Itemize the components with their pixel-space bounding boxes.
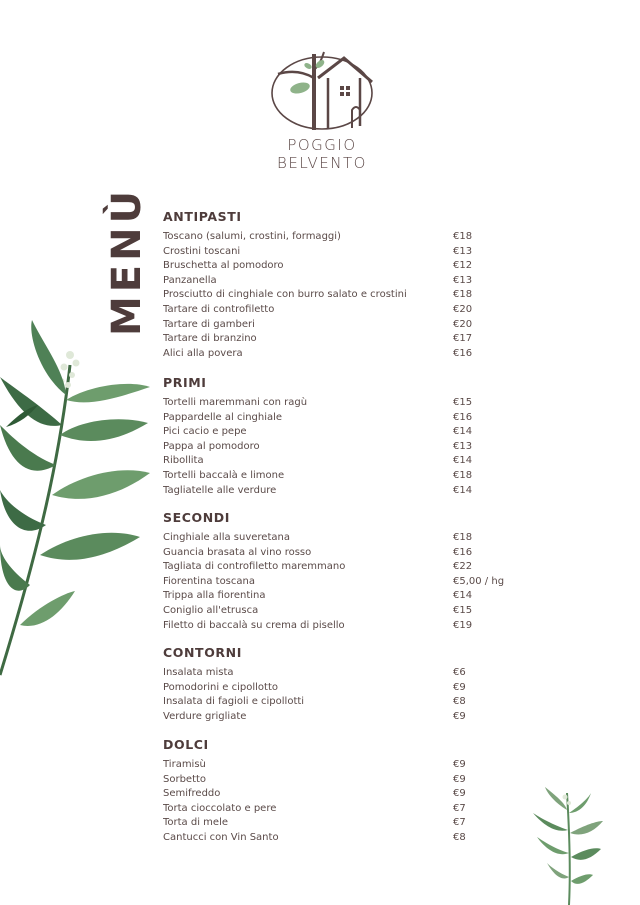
item-name: Tartare di branzino [163,333,257,345]
section-title: DOLCI [163,737,209,752]
item-name: Tartare di gamberi [163,318,255,330]
menu-item [163,575,523,590]
brand-name-line-1: POGGIO [287,136,357,154]
item-price: €20 [453,303,473,315]
item-price: €8 [453,696,466,708]
item-name: Sorbetto [163,773,207,785]
item-price: €22 [453,561,473,573]
menu-item [163,695,523,710]
item-price: €18 [453,469,473,481]
menu-item [163,347,523,362]
item-name: Tagliatelle alle verdure [163,484,277,496]
item-name: Filetto di baccalà su crema di pisello [163,619,345,631]
item-name: Tiramisù [163,759,206,770]
item-price: €7 [453,802,466,814]
item-name: Torta di mele [163,817,228,829]
menu-item [163,546,523,561]
item-name: Tortelli baccalà e limone [163,469,285,481]
item-price: €16 [453,347,473,359]
item-name: Fiorentina toscana [163,575,255,587]
section-title: CONTORNI [163,645,242,660]
section-dolci [163,736,523,846]
section-contorni [163,644,523,724]
item-name: Insalata di fagioli e cipollotti [163,696,305,708]
menu-item [163,531,523,546]
item-price: €16 [453,546,473,558]
item-price: €14 [453,590,473,602]
section-title: PRIMI [163,375,207,390]
item-name: Panzanella [163,274,217,286]
menu-item [163,619,523,634]
item-price: €13 [453,440,473,452]
item-name: Tortelli maremmani con ragù [163,397,308,408]
item-price: €16 [453,411,473,423]
menu-item [163,288,523,303]
menu-item [163,230,523,245]
item-price: €15 [453,604,473,616]
item-price: €13 [453,274,473,286]
menu-item [163,332,523,347]
item-name: Prosciutto di cinghiale con burro salato e crostini [163,289,407,301]
menu-item [163,773,523,788]
menu-item [163,787,523,802]
menu-item [163,816,523,831]
item-price: €12 [453,260,473,272]
item-name: Toscano (salumi, crostini, formaggi) [163,231,341,242]
item-name: Verdure grigliate [163,710,247,722]
section-secondi [163,509,523,633]
item-name: Ribollita [163,455,204,467]
menu-item [163,802,523,817]
brand-name-line-2: BELVENTO [277,154,367,172]
menu-item [163,604,523,619]
item-name: Pici cacio e pepe [163,426,247,438]
item-name: Pappa al pomodoro [163,440,260,452]
section-title: SECONDI [163,510,231,525]
item-price: €13 [453,245,473,257]
menu-item [163,560,523,575]
item-price: €18 [453,231,473,242]
menu-item [163,469,523,484]
menu-item [163,758,523,773]
item-price: €17 [453,333,473,345]
item-price: €20 [453,318,473,330]
menu-item [163,245,523,260]
menu-item [163,589,523,604]
item-price: €19 [453,619,473,631]
item-name: Semifreddo [163,788,221,800]
item-price: €9 [453,773,466,785]
item-price: €5,00 / hg [453,575,505,587]
botanical-branch-right-icon [525,785,605,905]
item-price: €9 [453,759,466,770]
item-name: Tartare di controfiletto [163,303,275,315]
section-title: ANTIPASTI [163,209,242,224]
menu-item [163,440,523,455]
item-price: €18 [453,289,473,301]
item-name: Guancia brasata al vino rosso [163,546,312,558]
item-name: Torta cioccolato e pere [163,802,277,814]
house-tree-logo-icon [268,48,376,134]
menu-item [163,396,523,411]
menu-item [163,318,523,333]
menu-item [163,484,523,499]
item-price: €9 [453,681,466,693]
item-name: Alici alla povera [163,347,243,359]
item-name: Crostini toscani [163,245,241,257]
item-price: €9 [453,710,466,722]
item-price: €15 [453,397,473,408]
botanical-branch-left-icon [0,315,160,685]
item-name: Pappardelle al cinghiale [163,411,283,423]
section-antipasti [163,208,523,361]
menu-vertical-title: MENÙ [104,186,150,336]
item-name: Tagliata di controfiletto maremmano [163,561,346,573]
section-primi [163,374,523,498]
menu-item [163,666,523,681]
item-price: €8 [453,831,466,843]
item-name: Insalata mista [163,667,234,678]
item-price: €9 [453,788,466,800]
menu-item [163,411,523,426]
item-name: Trippa alla fiorentina [163,590,266,602]
item-name: Pomodorini e cipollotto [163,681,279,693]
item-name: Cantucci con Vin Santo [163,831,279,843]
menu-item [163,831,523,846]
menu-item [163,425,523,440]
item-name: Bruschetta al pomodoro [163,260,284,272]
menu-item [163,454,523,469]
menu-item [163,681,523,696]
menu-item [163,274,523,289]
menu-item [163,259,523,274]
item-price: €6 [453,667,466,678]
item-name: Cinghiale alla suveretana [163,532,290,543]
item-price: €18 [453,532,473,543]
item-price: €14 [453,455,473,467]
menu-item [163,710,523,725]
item-price: €14 [453,426,473,438]
item-price: €14 [453,484,473,496]
brand-logo [262,48,382,178]
item-name: Coniglio all'etrusca [163,604,259,616]
menu-item [163,303,523,318]
item-price: €7 [453,817,466,829]
